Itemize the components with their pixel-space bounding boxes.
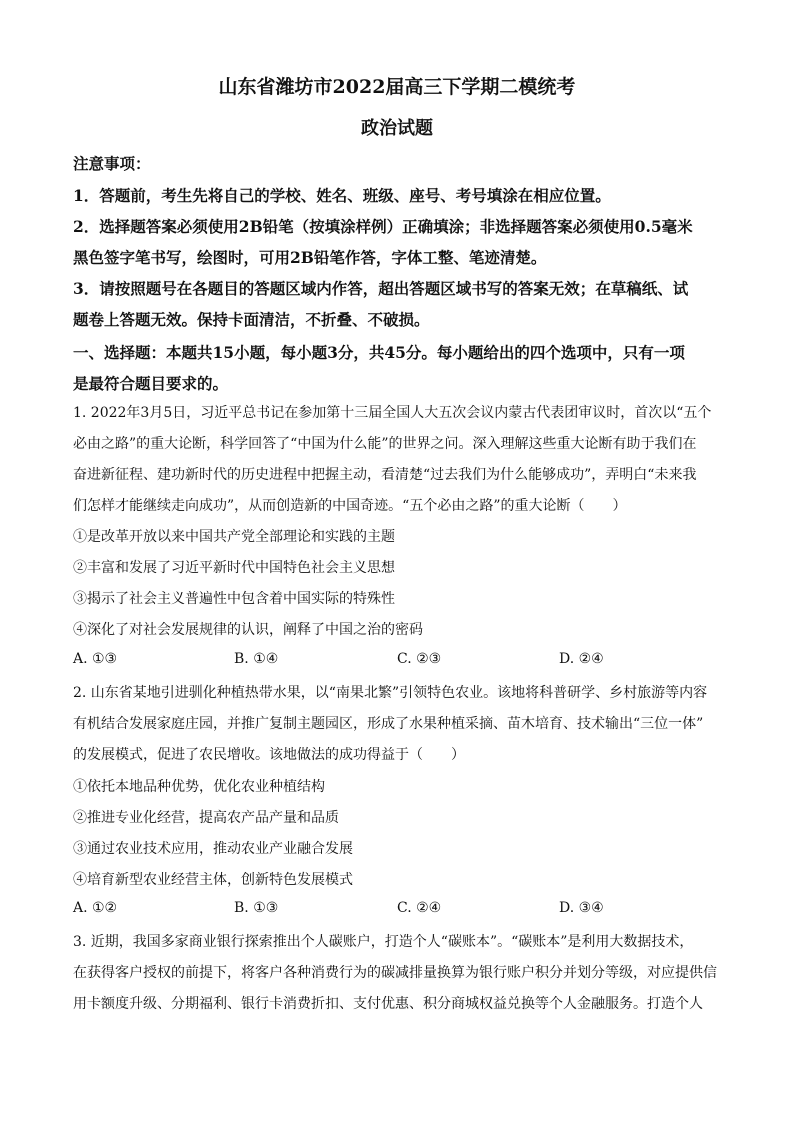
exam-subtitle: 政治试题 xyxy=(361,118,433,139)
notice-line: 3．请按照题号在各题目的答题区域内作答，超出答题区域书写的答案无效；在草稿纸、试 xyxy=(73,279,689,298)
question-2-text: 2. 山东省某地引进驯化种植热带水果，以“南果北繁”引领特色农业。该地将科普研学、乡村旅游等内容 xyxy=(73,685,708,701)
question-3-text: 在获得客户授权的前提下，将客户各种消费行为的碳减排量换算为银行账户积分并划分等级，对应提供信 xyxy=(73,965,717,981)
question-3-text: 用卡额度升级、分期福利、银行卡消费折扣、支付优惠、积分商城权益兑换等个人金融服务。打造个人 xyxy=(73,996,703,1012)
notice-line: 2．选择题答案必须使用2B铅笔（按填涂样例）正确填涂；非选择题答案必须使用0.5毫米 xyxy=(73,217,693,236)
question-1-option-a: A. ①③ xyxy=(73,651,118,667)
notice-line: 黑色签字笔书写，绘图时，可用2B铅笔作答，字体工整、笔迹清楚。 xyxy=(73,248,547,267)
notice-line: 1．答题前，考生先将自己的学校、姓名、班级、座号、考号填涂在相应位置。 xyxy=(73,186,611,205)
question-2-text: 的发展模式，促进了农民增收。该地做法的成功得益于（ ） xyxy=(73,747,465,763)
question-1-statement: ①是改革开放以来中国共产党全部理论和实践的主题 xyxy=(73,529,395,545)
question-1-option-b: B. ①④ xyxy=(234,651,279,667)
notice-line: 题卷上答题无效。保持卡面清洁，不折叠、不破损。 xyxy=(73,310,430,329)
question-1-text: 必由之路”的重大论断，科学回答了“中国为什么能”的世界之问。深入理解这些重大论断有助于我们在 xyxy=(73,436,697,452)
question-2-option-c: C. ②④ xyxy=(397,900,442,916)
notice-heading: 注意事项： xyxy=(73,154,151,173)
question-2-text: 有机结合发展家庭庄园，并推广复制主题园区，形成了水果种植采摘、苗木培育、技术输出“三位一体” xyxy=(73,716,704,732)
section-heading: 一、选择题：本题共15小题，每小题3分，共45分。每小题给出的四个选项中，只有一项 xyxy=(73,343,685,362)
question-1-statement: ②丰富和发展了习近平新时代中国特色社会主义思想 xyxy=(73,560,395,576)
question-1-option-d: D. ②④ xyxy=(559,651,604,667)
question-1-text: 们怎样才能继续走向成功”，从而创造新的中国奇迹。“五个必由之路”的重大论断（ ） xyxy=(73,498,627,514)
question-2-statement: ④培育新型农业经营主体，创新特色发展模式 xyxy=(73,872,353,888)
exam-title: 山东省潍坊市2022届高三下学期二模统考 xyxy=(218,76,576,98)
question-1-text: 奋进新征程、建功新时代的历史进程中把握主动，看清楚“过去我们为什么能够成功”，弄明白“未来我 xyxy=(73,467,697,483)
section-heading: 是最符合题目要求的。 xyxy=(73,374,229,393)
question-2-option-d: D. ③④ xyxy=(559,900,604,916)
question-2-statement: ②推进专业化经营，提高农产品产量和品质 xyxy=(73,810,339,826)
question-2-option-a: A. ①② xyxy=(73,900,118,916)
question-3-text: 3. 近期，我国多家商业银行探索推出个人碳账户，打造个人“碳账本”。“碳账本”是利用大数据技术， xyxy=(73,934,694,950)
question-2-statement: ③通过农业技术应用，推动农业产业融合发展 xyxy=(73,841,353,857)
question-1-text: 1. 2022年3月5日，习近平总书记在参加第十三届全国人大五次会议内蒙古代表团审议时，首次以“五个 xyxy=(73,405,712,421)
question-1-option-c: C. ②③ xyxy=(397,651,442,667)
question-2-statement: ①依托本地品种优势，优化农业种植结构 xyxy=(73,779,325,795)
question-1-statement: ③揭示了社会主义普遍性中包含着中国实际的特殊性 xyxy=(73,591,395,607)
question-1-statement: ④深化了对社会发展规律的认识，阐释了中国之治的密码 xyxy=(73,622,423,638)
question-2-option-b: B. ①③ xyxy=(234,900,279,916)
